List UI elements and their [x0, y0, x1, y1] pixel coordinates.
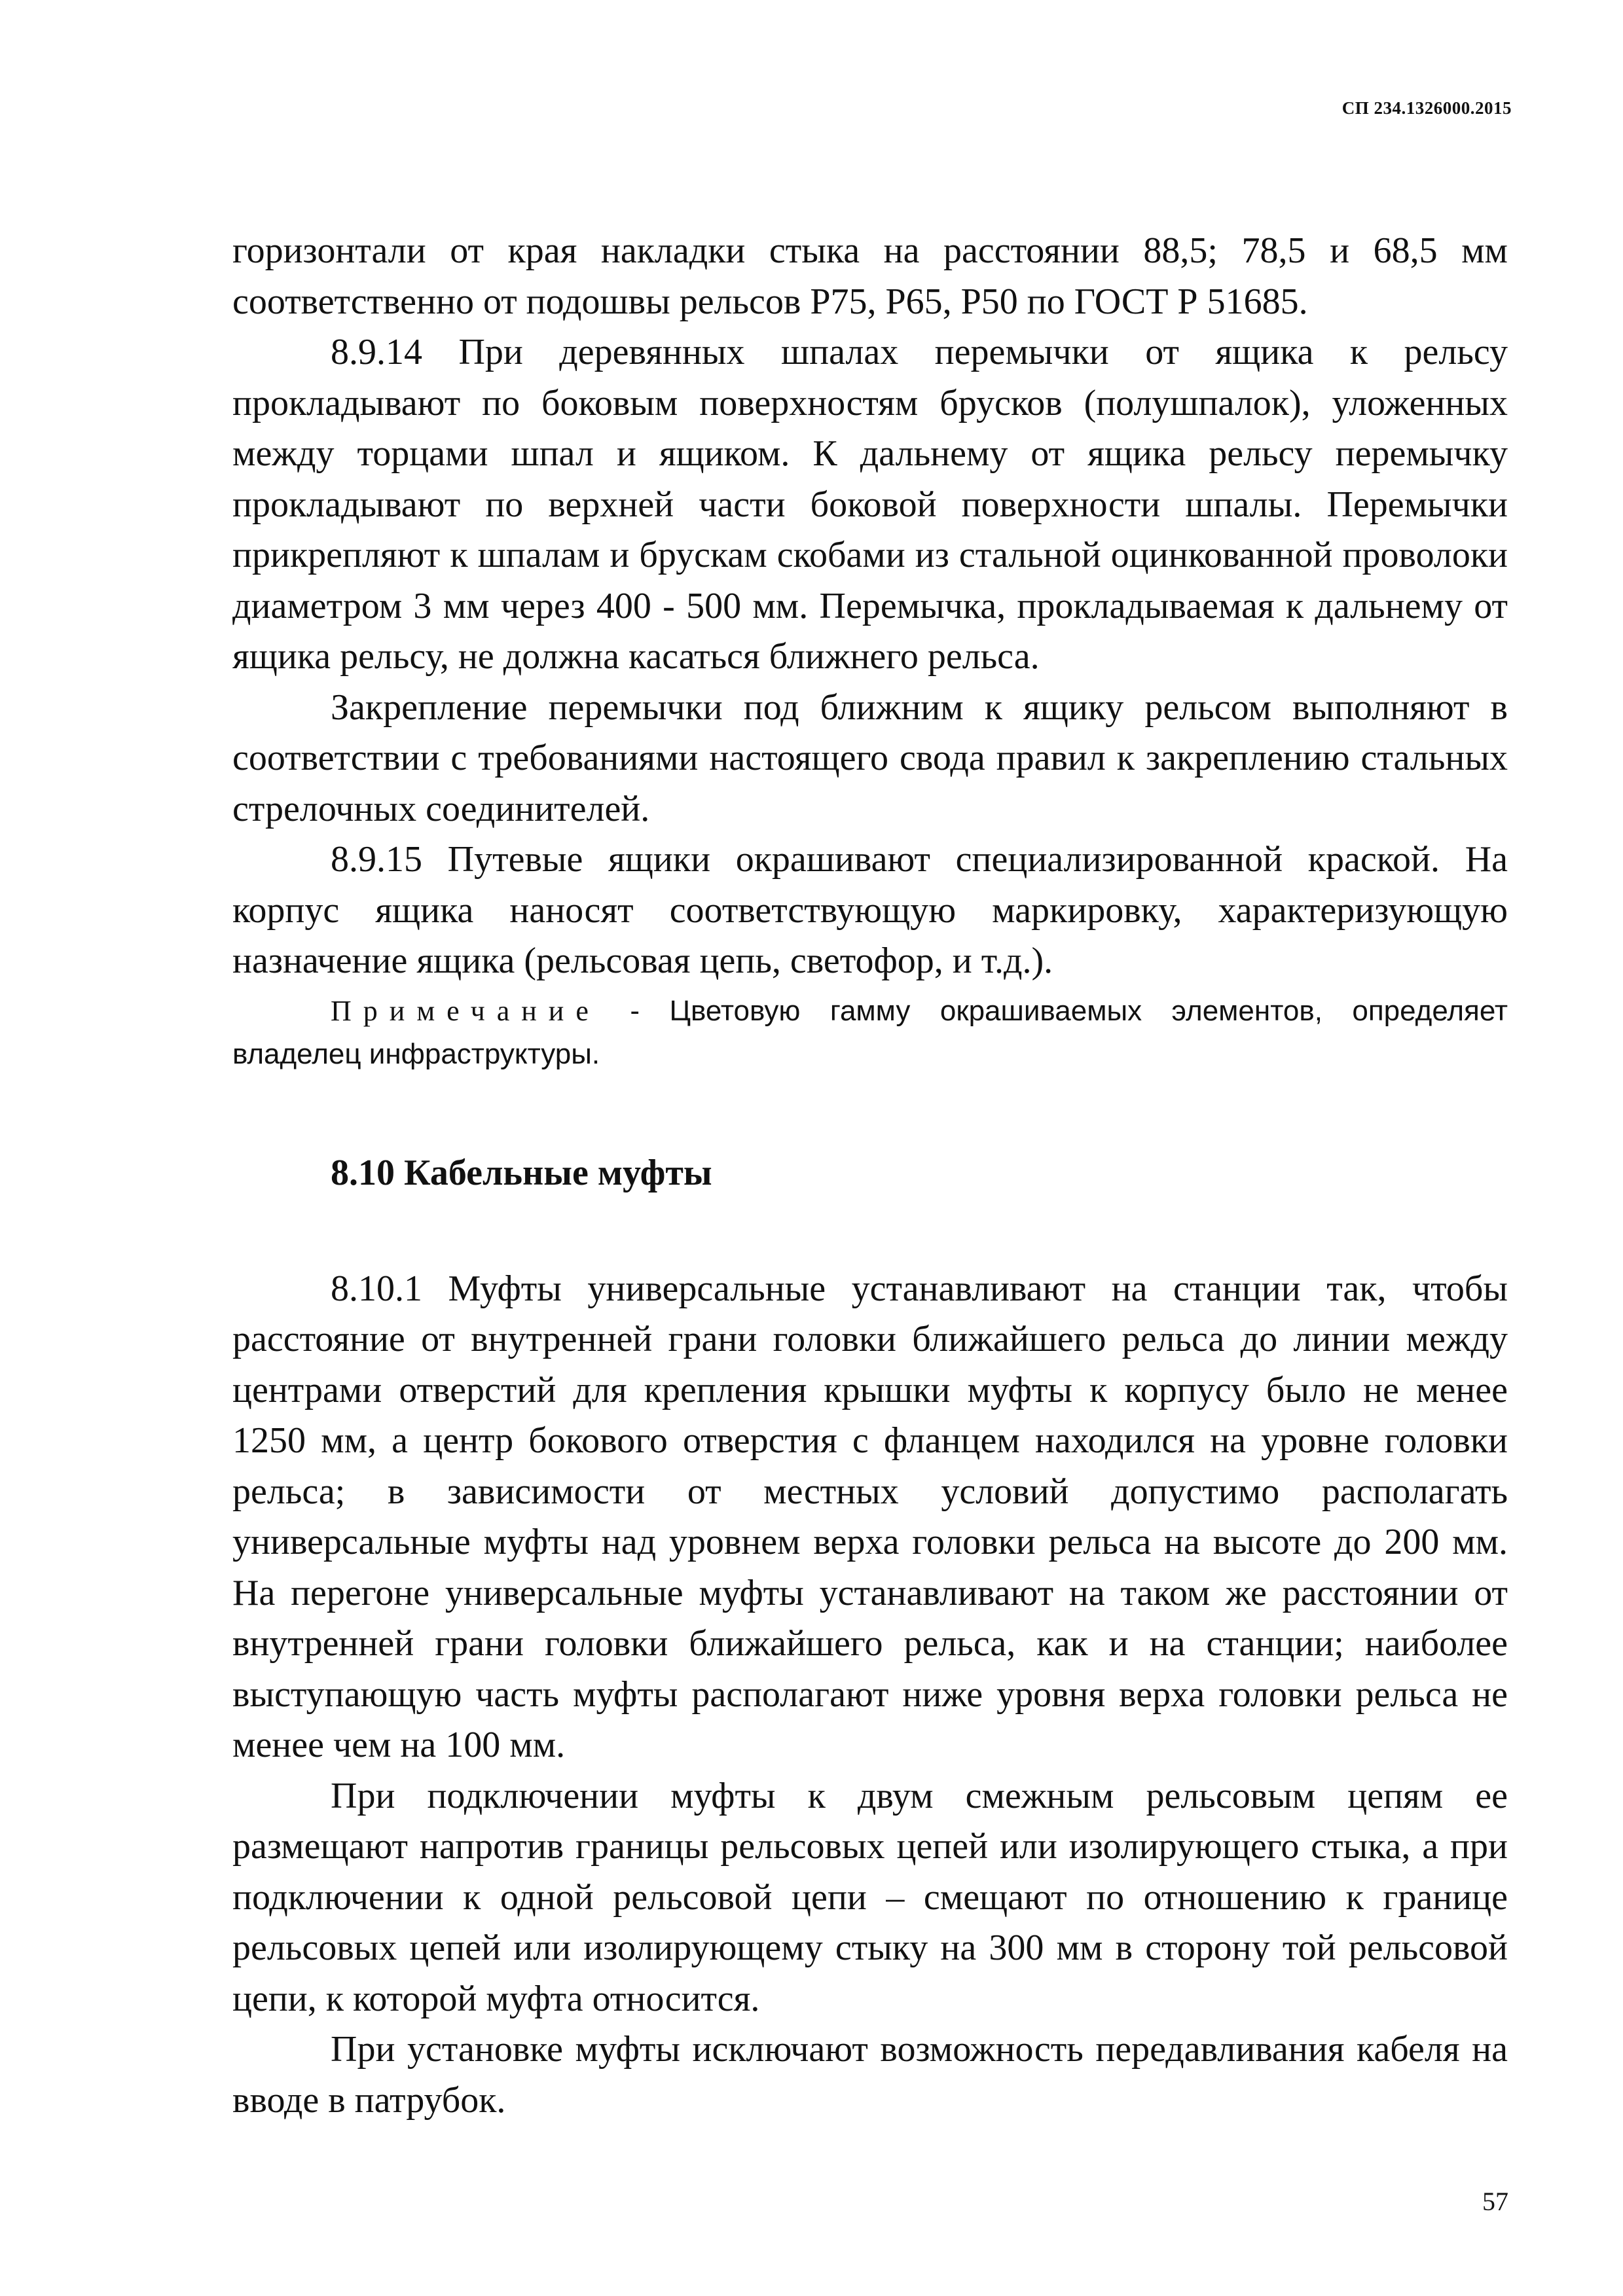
- section-heading: 8.10 Кабельные муфты: [331, 1152, 712, 1193]
- paragraph-8-10-1: 8.10.1 Муфты универсальные устанавливают на станции так, чтобы расстояние от внутренней грани головки ближайшего рельса до линии между центрами отверстий для крепления крышки муфты к корпусу было не менее 1250 мм, а центр бокового отверстия с фланцем находился на уровне головки рельса; в зависимости от местных условий допустимо располагать универсальные муфты над уровнем верха головки рельса на высоте до 200 мм. На перегоне универсальные муфты устанавливают на таком же расстоянии от внутренней грани головки ближайшего рельса, как и на станции; наиболее выступающую часть муфты располагают ниже уровня верха головки рельса не менее чем на 100 мм.: [232, 1268, 1508, 1765]
- document-code: СП 234.1326000.2015: [1341, 98, 1512, 118]
- paragraph-fastening: Закрепление перемычки под ближним к ящику рельсом выполняют в соответствии с требованиями настоящего свода правил к закреплению стальных стрелочных соединителей.: [232, 687, 1508, 829]
- note: [232, 990, 1508, 1076]
- note-label: Примечание: [331, 994, 600, 1027]
- paragraph-installation: При установке муфты исключают возможность передавливания кабеля на вводе в патрубок.: [232, 2029, 1508, 2121]
- paragraph-8-9-15: 8.9.15 Путевые ящики окрашивают специализированной краской. На корпус ящика наносят соответствующую маркировку, характеризующую назначение ящика (рельсовая цепь, светофор, и т.д.).: [232, 839, 1508, 981]
- paragraph-8-9-14: 8.9.14 При деревянных шпалах перемычки от ящика к рельсу прокладывают по боковым поверхностям брусков (полушпалок), уложенных между торцами шпал и ящиком. К дальнему от ящика рельсу перемычку прокладывают по верхней части боковой поверхности шпалы. Перемычки прикрепляют к шпалам и брускам скобами из стальной оцинкованной проволоки диаметром 3 мм через 400 - 500 мм. Перемычка, прокладываемая к дальнему от ящика рельсу, не должна касаться ближнего рельса.: [232, 332, 1508, 677]
- note-text: - Цветовую гамму окрашиваемых элементов, определяет владелец инфраструктуры.: [232, 994, 1508, 1070]
- page-body: [232, 226, 1508, 2126]
- page-number: 57: [1482, 2187, 1508, 2216]
- paragraph-continuation: горизонтали от края накладки стыка на расстоянии 88,5; 78,5 и 68,5 мм соответственно от подошвы рельсов Р75, Р65, Р50 по ГОСТ Р 51685.: [232, 230, 1508, 322]
- paragraph-connection: При подключении муфты к двум смежным рельсовым цепям ее размещают напротив границы рельсовых цепей или изолирующего стыка, а при подключении к одной рельсовой цепи – смещают по отношению к границе рельсовых цепей или изолирующему стыку на 300 мм в сторону той рельсовой цепи, к которой муфта относится.: [232, 1775, 1508, 2019]
